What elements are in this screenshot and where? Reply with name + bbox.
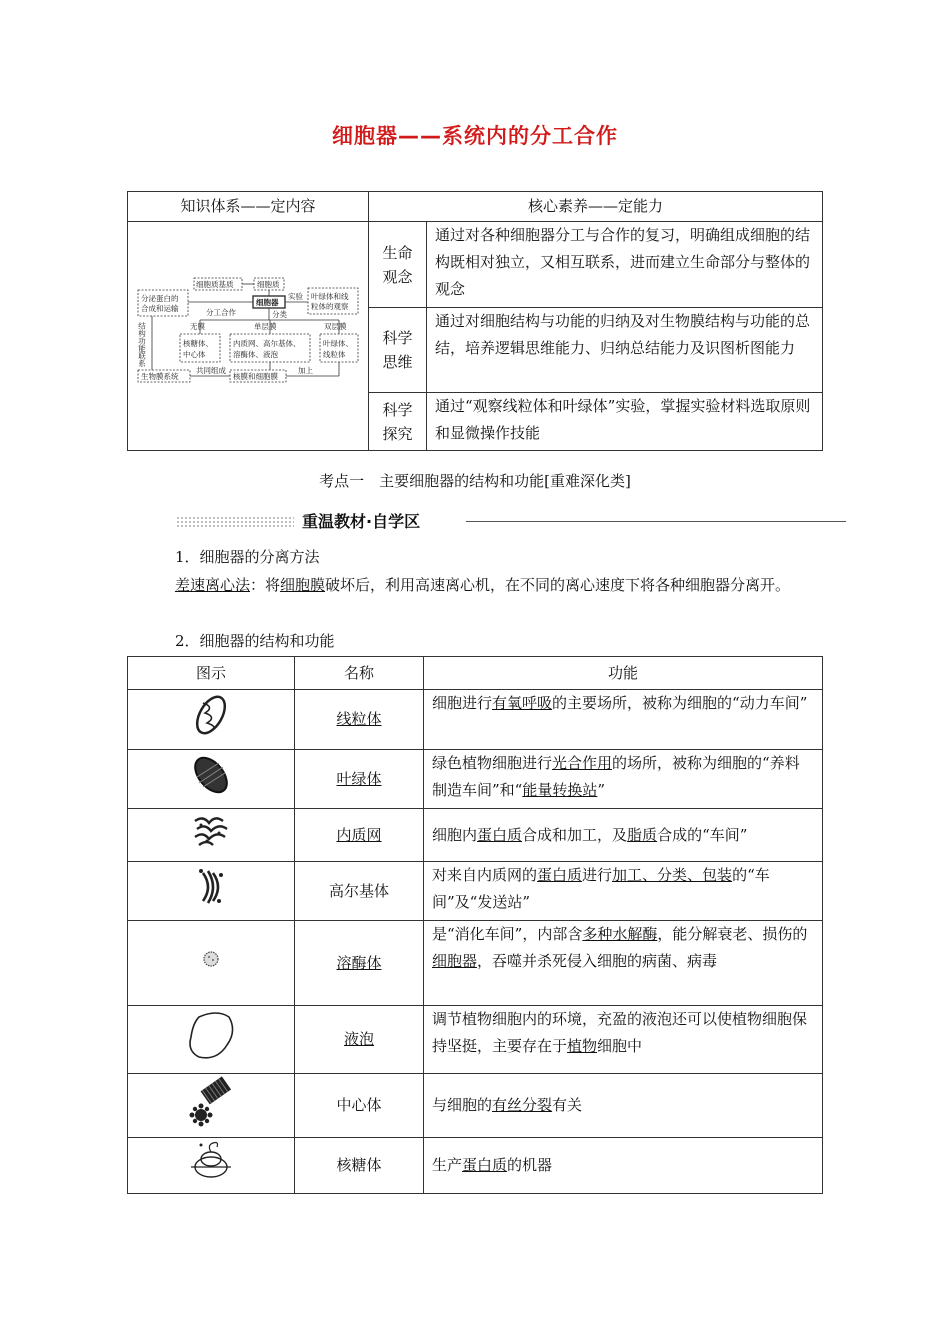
diag-right-2: 粒体的观察 [311,302,349,311]
diag-single-membrane: 单层膜 [254,322,277,331]
organelle-name: 内质网 [336,825,382,844]
knowledge-diagram-cell [128,222,369,451]
organelle-function: 细胞内蛋白质合成和加工，及脂质合成的“车间” [424,809,823,862]
item1-membrane: 细胞膜 [280,576,326,594]
diag-experiment: 实验 [288,292,303,301]
organelle-table [127,656,823,1194]
goal-text-3: 通过“观察线粒体和叶绿体”实验，掌握实验材料选取原则和显微操作技能 [427,393,823,451]
item2-heading: 2．细胞器的结构和功能 [175,632,335,650]
diag-b3b: 线粒体 [323,350,346,359]
organelle-function: 与细胞的有丝分裂有关 [424,1074,823,1138]
diag-left-2: 合成和运输 [141,304,179,313]
organelle-name: 叶绿体 [336,769,382,788]
table-row [128,809,823,862]
organelle-name: 高尔基体 [295,862,424,921]
organelle-name: 液泡 [343,1030,374,1048]
table-row [128,921,823,1006]
banner-label: 重温教材·自学区 [302,512,421,531]
organelle-name: 中心体 [295,1074,424,1138]
chloroplast-icon [128,750,295,809]
item1-heading: 1．细胞器的分离方法 [175,548,320,566]
golgi-icon [128,862,295,921]
organelle-function: 绿色植物细胞进行光合作用的场所，被称为细胞的“养料制造车间”和“能量转换站” [424,750,823,809]
diag-classify: 分类 [272,310,287,319]
diag-b3a: 叶绿体、 [323,339,353,348]
organelle-function: 调节植物细胞内的环境，充盈的液泡还可以使植物细胞保持坚挺，主要存在于植物细胞中 [424,1006,823,1074]
organelle-function: 细胞进行有氧呼吸的主要场所，被称为细胞的“动力车间” [424,690,823,750]
banner-dots [176,516,294,528]
goal-category-1: 生命 观念 [369,222,427,308]
diag-bottom-mid: 核膜和细胞膜 [233,372,278,381]
diag-b2b: 溶酶体、液泡 [233,350,278,359]
banner-line [466,521,846,522]
goal-category-2: 科学 思维 [369,308,427,393]
item1-method: 差速离心法 [175,576,251,594]
diag-coop: 分工合作 [206,308,236,317]
organelle-function: 对来自内质网的蛋白质进行加工、分类、包装的“车间”及“发送站” [424,862,823,921]
diag-left-1: 分泌蛋白的 [141,294,179,303]
vacuole-icon [128,1006,295,1074]
diag-double-membrane: 双层膜 [324,322,347,331]
col-header-name: 名称 [295,657,424,690]
centrosome-icon [128,1074,295,1138]
goals-table [127,191,823,451]
ribosome-icon [128,1138,295,1194]
table-row [128,750,823,809]
diag-bottom-left: 生物膜系统 [141,372,179,381]
table-row [128,862,823,921]
diag-b1b: 中心体 [183,350,206,359]
table-row [128,1074,823,1138]
knowledge-diagram [128,222,366,450]
diag-add: 加上 [298,366,313,375]
page-title: 细胞器——系统内的分工合作 [332,124,618,148]
goal-text-1: 通过对各种细胞器分工与合作的复习，明确组成细胞的结构既相对独立，又相互联系，进而建立生命部分与整体的观念 [427,222,823,308]
mitochondrion-icon [128,690,295,750]
diag-vertical: 结构功能联系 [137,322,147,367]
item1-text: 差速离心法：将细胞膜破坏后，利用高速离心机，在不同的离心速度下将各种细胞器分离开。 [175,576,791,594]
goal-category-3: 科学 探究 [369,393,427,451]
col-header-image: 图示 [128,657,295,690]
section-heading: 考点一 主要细胞器的结构和功能[重难深化类] [319,472,631,490]
organelle-name: 线粒体 [336,710,382,728]
goal-text-2: 通过对细胞结构与功能的归纳及对生物膜结构与功能的总结，培养逻辑思维能力、归纳总结能力及识图析图能力 [427,308,823,393]
table-row [128,690,823,750]
organelle-function: 生产蛋白质的机器 [424,1138,823,1194]
lysosome-icon [128,921,295,1006]
goals-header-left: 知识体系——定内容 [128,192,369,222]
er-icon [128,809,295,862]
diag-center: 细胞器 [256,298,279,307]
diag-b1a: 核糖体、 [183,339,213,348]
diag-top-right: 细胞质 [257,280,280,289]
table-row [128,1006,823,1074]
col-header-function: 功能 [424,657,823,690]
table-row [128,1138,823,1194]
diag-right-1: 叶绿体和线 [311,292,349,301]
organelle-function: 是“消化车间”，内部含多种水解酶，能分解衰老、损伤的细胞器，吞噬并杀死侵入细胞的病菌、病毒 [424,921,823,1006]
section-banner [176,510,846,532]
diag-b2a: 内质网、高尔基体、 [233,339,301,348]
organelle-name: 核糖体 [295,1138,424,1194]
goals-header-right: 核心素养——定能力 [369,192,823,222]
diag-no-membrane: 无膜 [190,322,205,331]
organelle-name: 溶酶体 [336,953,382,972]
diag-together: 共同组成 [196,366,226,375]
diag-top-left: 细胞质基质 [196,280,234,289]
